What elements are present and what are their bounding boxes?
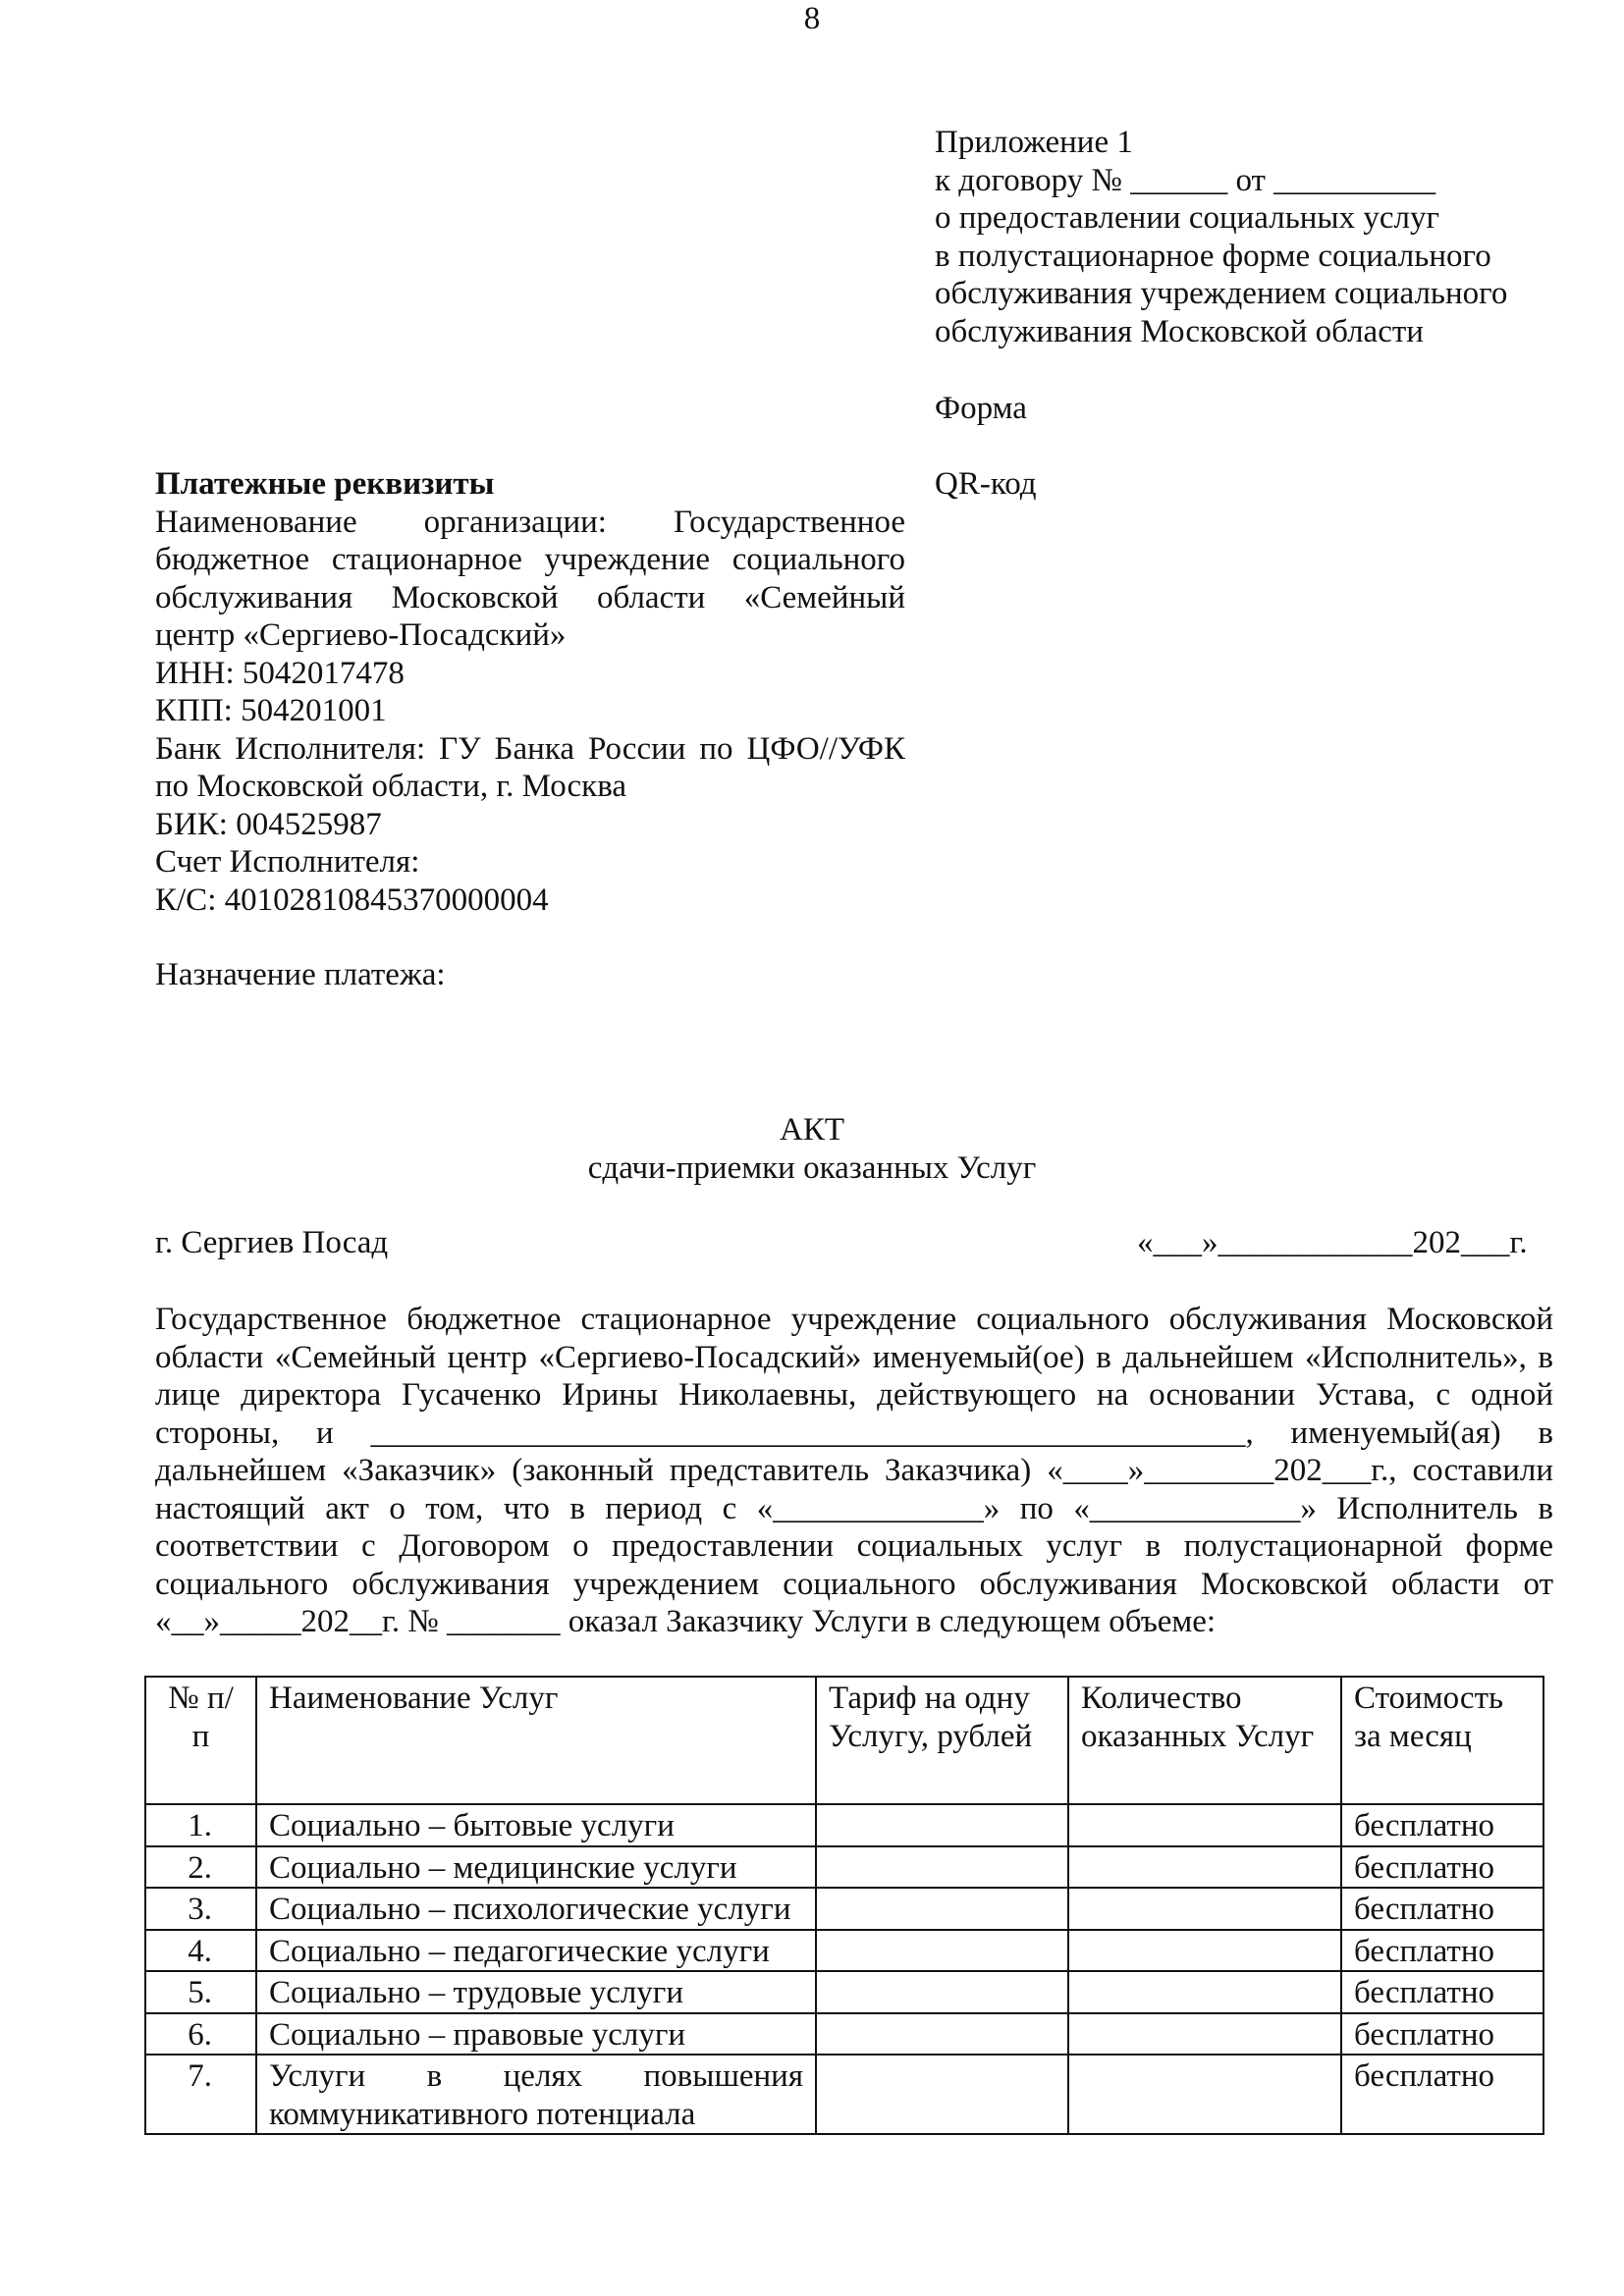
annex-line: Приложение 1 (935, 125, 1133, 160)
form-label: Форма (935, 391, 1027, 426)
row-number: 4. (145, 1930, 256, 1972)
row-service-name: Социально – бытовые услуги (256, 1804, 816, 1846)
row-cost: бесплатно (1341, 1930, 1543, 1972)
annex-line: обслуживания Московской области (935, 313, 1424, 349)
act-body (155, 1301, 1553, 1641)
annex-line: к договору № ______ от __________ (935, 162, 1436, 198)
header-tariff: Тариф на одну Услугу, рублей (816, 1677, 1068, 1804)
kpp: КПП: 504201001 (155, 693, 387, 728)
act-body-line: «__»_____202__г. № _______ оказал Заказчику Услуги в следующем объеме: (155, 1604, 1217, 1639)
account-label: Счет Исполнителя: (155, 844, 420, 880)
row-number: 6. (145, 2013, 256, 2056)
act-body-line: Государственное бюджетное стационарное учреждение социального обслуживания Московской (155, 1302, 1553, 1337)
act-title: АКТ (780, 1112, 844, 1148)
row-tariff (816, 1930, 1068, 1972)
row-number: 3. (145, 1888, 256, 1930)
row-service-name: Социально – трудовые услуги (256, 1971, 816, 2013)
row-tariff (816, 2055, 1068, 2134)
header-service-name: Наименование Услуг (256, 1677, 816, 1804)
table-row (145, 1971, 1543, 2013)
row-number: 2. (145, 1846, 256, 1889)
page-number: 8 (803, 1, 821, 36)
act-subtitle: сдачи-приемки оказанных Услуг (587, 1150, 1037, 1186)
org-name-line: обслуживания Московской области «Семейный (155, 579, 905, 615)
row-cost: бесплатно (1341, 1846, 1543, 1889)
row-tariff (816, 1888, 1068, 1930)
header-cost: Стоимость за месяц (1341, 1677, 1543, 1804)
annex-line: в полустационарное форме социального (935, 238, 1491, 274)
payment-title: Платежные реквизиты (155, 466, 495, 502)
row-tariff (816, 1971, 1068, 2013)
act-city: г. Сергиев Посад (155, 1225, 389, 1260)
act-body-line: области «Семейный центр «Сергиево-Посадский» именуемый(ое) в дальнейшем «Исполнитель», в (155, 1339, 1553, 1375)
row-cost: бесплатно (1341, 1804, 1543, 1846)
services-table (144, 1676, 1544, 2135)
table-row (145, 2013, 1543, 2056)
row-quantity (1068, 1930, 1341, 1972)
act-body-line: социального обслуживания учреждением социального обслуживания Московской области от (155, 1566, 1553, 1602)
row-service-name: Услуги в целях повышения коммуникативного потенциала (256, 2055, 816, 2134)
header-quantity: Количество оказанных Услуг (1068, 1677, 1341, 1804)
org-name-line: бюджетное стационарное учреждение социального (155, 542, 905, 577)
act-date: «___»____________202___г. (1137, 1225, 1528, 1260)
act-body-line: дальнейшем «Заказчик» (законный представитель Заказчика) «____»________202___г., составили (155, 1453, 1553, 1488)
act-body-line: соответствии с Договором о предоставлении социальных услуг в полустационарной форме (155, 1528, 1553, 1564)
table-row (145, 1804, 1543, 1846)
bik: БИК: 004525987 (155, 806, 382, 842)
row-number: 7. (145, 2055, 256, 2134)
bank-line: Банк Исполнителя: ГУ Банка России по ЦФО//УФК (155, 730, 905, 767)
row-tariff (816, 2013, 1068, 2056)
row-tariff (816, 1804, 1068, 1846)
row-quantity (1068, 2013, 1341, 2056)
qr-code-label: QR-код (935, 466, 1037, 502)
row-cost: бесплатно (1341, 1971, 1543, 2013)
act-body-line: лице директора Гусаченко Ирины Николаевны, действующего на основании Устава, с одной (155, 1377, 1553, 1413)
table-row (145, 1846, 1543, 1889)
row-service-name: Социально – педагогические услуги (256, 1930, 816, 1972)
row-cost: бесплатно (1341, 2055, 1543, 2134)
row-quantity (1068, 1804, 1341, 1846)
row-service-name: Социально – психологические услуги (256, 1888, 816, 1930)
row-quantity (1068, 1846, 1341, 1889)
payment-purpose: Назначение платежа: (155, 957, 446, 992)
table-row (145, 2055, 1543, 2134)
row-number: 5. (145, 1971, 256, 2013)
table-header-row (145, 1677, 1543, 1804)
org-name-line: центр «Сергиево-Посадский» (155, 617, 567, 653)
row-quantity (1068, 2055, 1341, 2134)
org-name-line: Наименование организации: Государственное (155, 504, 905, 540)
bank-line: по Московской области, г. Москва (155, 769, 626, 804)
row-quantity (1068, 1888, 1341, 1930)
payment-details (155, 465, 905, 919)
inn: ИНН: 5042017478 (155, 655, 405, 691)
row-tariff (816, 1846, 1068, 1889)
act-body-line: стороны, и ______________________________________________________, именуемый(ая) в (155, 1415, 1553, 1451)
row-quantity (1068, 1971, 1341, 2013)
annex-header (935, 124, 1563, 350)
table-row (145, 1930, 1543, 1972)
row-cost: бесплатно (1341, 2013, 1543, 2056)
act-body-line: настоящий акт о том, что в период с «_____________» по «_____________» Исполнитель в (155, 1490, 1553, 1526)
annex-line: о предоставлении социальных услуг (935, 200, 1439, 236)
row-service-name: Социально – правовые услуги (256, 2013, 816, 2056)
correspondent-account: К/С: 40102810845370000004 (155, 881, 549, 918)
row-cost: бесплатно (1341, 1888, 1543, 1930)
annex-line: обслуживания учреждением социального (935, 276, 1508, 311)
header-number: № п/ п (145, 1677, 256, 1804)
row-service-name: Социально – медицинские услуги (256, 1846, 816, 1889)
row-number: 1. (145, 1804, 256, 1846)
table-row (145, 1888, 1543, 1930)
